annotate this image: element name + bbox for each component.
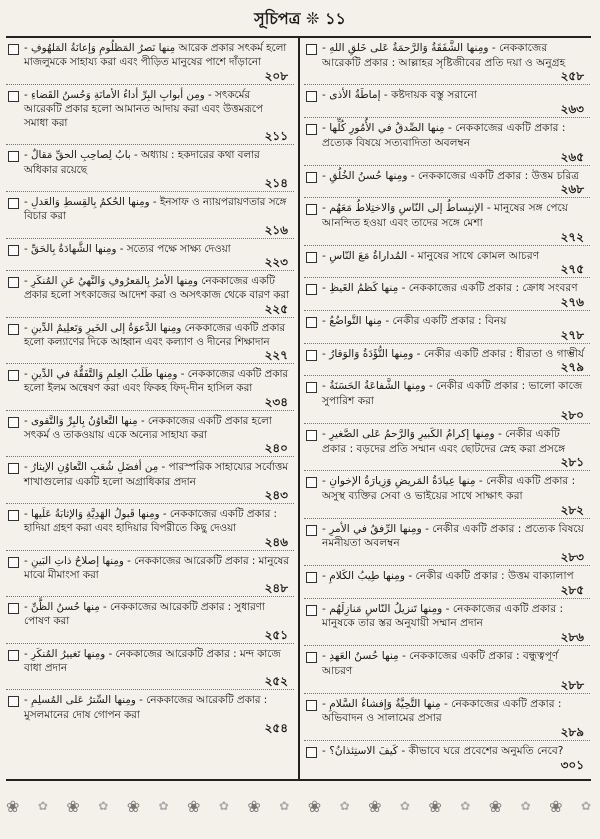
flower-ornament-icon: ❀ [307,796,322,816]
checkbox-icon [8,245,19,256]
toc-entry-title: - ومِن أبوابِ البِرِّ أداءُ الأمانَةِ وَحُسنُ القَضاءِ - সৎকর্মের আরেকটি প্রকার হলো আমানত আদায় করা এবং উত্তমরূপে সমাধা করা [24,88,263,130]
toc-entry[interactable] [6,318,294,365]
toc-page-number: ২৪০ [264,441,288,456]
toc-page-number: ২৭৯ [560,360,584,375]
toc-entry[interactable] [304,471,590,518]
toc-entry-title: - مِنها عِيادَةُ المَريضِ وَزِيارَةُ الإخوانِ - নেকীর একটি প্রকার : অসুস্থ ব্যক্তির সেবা ও ভাইয়ের সাথে সাক্ষাৎ করা [322,475,576,502]
toc-entry[interactable] [304,376,590,423]
toc-entry[interactable] [304,646,590,693]
toc-page-number: ২০৮ [264,68,288,83]
toc-entry-title: - ومِنها حُسنُ الخُلُقِ - নেককাজের একটি প্রকার : উত্তম চরিত্র [322,169,580,182]
toc-page-number: ২২৭ [264,348,288,363]
flower-ornament-icon: ✿ [98,799,109,813]
flower-ornament-icon: ❀ [549,796,563,816]
toc-page-number: ২৫৮ [560,69,584,84]
checkbox-icon [306,350,317,361]
page-title: সূচিপত্র ❊ ১১ [254,9,346,28]
flower-ornament-icon: ✿ [279,799,290,813]
toc-page-number: ২৪৮ [264,581,288,596]
toc-entry[interactable] [6,192,294,239]
flower-ornament-icon: ✿ [460,799,471,813]
checkbox-icon [306,252,317,263]
toc-entry-title: - مِنها التَّحِيَّةُ وَإفشاءُ السَّلامِ - নেককাজের একটি প্রকার : অভিবাদন ও সালামের প্রসার [322,697,562,725]
toc-entry[interactable] [304,599,590,646]
flower-ornament-icon: ❀ [247,796,261,816]
toc-page-number: ২৮৩ [560,550,584,565]
checkbox-icon [306,477,317,488]
checkbox-icon [8,696,19,707]
checkbox-icon [8,198,19,209]
checkbox-icon [8,510,19,521]
floral-footer-border [6,793,591,819]
checkbox-icon [8,603,19,614]
toc-entry-title: - ومِنها تَنزيلُ النّاسِ مَنازِلَهُم - নেককাজের একটি প্রকার : মানুষকে তার স্তর অনুযায়ী সম্মান প্রদান [322,602,564,630]
toc-entry-title: - ومِنها الأمرُ بِالمَعرُوفِ وَالنَّهيُ عَنِ المُنكَرِ নেককাজের একটি প্রকার হলো সৎকাজের আদেশ করা ও অসৎকাজ থেকে বারণ করা [24,274,290,302]
toc-page-number: ২১১ [264,129,288,144]
toc-entry-title: - مِنها حُسنُ الظَّنِّ - নেককাজের আরেকটি প্রকার : সুধারণা পোষণ করা [24,601,265,628]
flower-ornament-icon: ❀ [488,796,503,816]
toc-page-number: ২৬৩ [560,102,584,117]
checkbox-icon [8,557,19,568]
checkbox-icon [306,605,317,616]
checkbox-icon [8,650,19,661]
checkbox-icon [306,700,317,711]
toc-entry[interactable] [304,166,590,199]
checkbox-icon [8,463,19,474]
checkbox-icon [306,44,317,55]
flower-ornament-icon: ❀ [126,796,141,816]
checkbox-icon [306,204,317,215]
toc-page-number: ২৬৫ [560,149,584,164]
toc-page-number: ২৮১ [560,455,584,470]
toc-entry[interactable] [6,145,294,192]
checkbox-icon [306,317,317,328]
column-divider [298,38,300,779]
toc-entry[interactable] [304,38,590,85]
checkbox-icon [306,284,317,295]
toc-entry-title: - كَيفَ الاستِئذانُ؟ - কীভাবে ঘরে প্রবেশের অনুমতি নেবে? [322,744,564,757]
flower-ornament-icon: ✿ [37,799,48,813]
toc-entry-title: - ومِنها طَلَبُ العِلمِ وَالتَّفَقُّهُ في الدِّينِ - নেককাজের একটি প্রকার হলো ইলম অন্বেষণ করা এবং ফিকহ ফিদ্-দীন হাসিল করা [24,368,289,395]
toc-entry[interactable] [304,198,590,245]
toc-entry-title: - مِنها كَظمُ الغَيظِ - নেককাজের একটি প্রকার : ক্রোধ সংবরণ [322,282,578,295]
toc-entry[interactable] [304,424,590,471]
toc-entry-title: - بابُ لِصاحِبِ الحقِّ مَقالٌ - অধ্যায় : হকদারের কথা বলার অধিকার রয়েছে [24,149,260,176]
checkbox-icon [306,382,317,393]
checkbox-icon [306,525,317,536]
toc-entry-title: - مِن أفضَلِ شُعَبِ التَّعاوُنِ الإيثارُ - পারস্পরিক সাহায্যের সর্বোত্তম শাখাগুলোর একটি হলো অগ্রাধিকার প্রদান [24,461,288,488]
toc-entry[interactable] [6,504,294,551]
checkbox-icon [8,151,19,162]
toc-entry[interactable] [6,597,294,644]
toc-entry-title: - ومِنها السِّترُ عَلى المُسلِمِ - নেককাজের আরেকটি প্রকার : মুসলমানের দোষ গোপন করা [24,694,268,721]
toc-page-number: ২৮০ [560,407,584,422]
toc-entry[interactable] [6,239,294,271]
checkbox-icon [306,430,317,441]
checkbox-icon [8,417,19,428]
flower-ornament-icon: ✿ [158,799,169,813]
toc-page-number: ২৫২ [264,674,288,689]
toc-entry[interactable] [304,246,590,279]
toc-entry-title: - المُداراةُ مَعَ النّاسِ - মানুষের সাথে কোমল আচরণ [322,249,540,262]
toc-page-number: ২২৩ [264,254,288,269]
toc-page-number: ২৪৩ [264,487,288,502]
toc-entry[interactable] [6,457,294,504]
toc-page-number: ২১৪ [264,176,288,191]
toc-page-number: ২৩৪ [264,394,288,409]
toc-page-number: ২৫৪ [264,720,288,735]
toc-entry[interactable] [304,85,590,118]
toc-page-number: ২৭৬ [560,295,584,310]
toc-entry-title: - ومِنها التُّؤَدَةُ وَالوَقارُ - নেকীর একটি প্রকার : ধীরতা ও গাম্ভীর্য [322,347,585,360]
checkbox-icon [8,324,19,335]
toc-entry-title: - الإنبِساطُ إلى النّاسِ وَالاختِلاطُ مَعَهُم - মানুষের সঙ্গ পেয়ে আনন্দিত হওয়া এবং তাদের সঙ্গে মেশা [322,202,569,229]
toc-entry-title: - إماطَةُ الأذى - কষ্টদায়ক বস্তু সরানো [322,89,477,102]
toc-entry[interactable] [6,644,294,691]
toc-page-number: ২২৫ [264,301,288,316]
toc-entry-title: - مِنها الصِّدقُ في الأُمُورِ كُلِّها - নেককাজের একটি প্রকার : প্রত্যেক বিষয়ে সত্যবাদিতা অবলম্বন [322,122,566,149]
toc-entry[interactable] [304,118,590,165]
toc-entry[interactable] [304,741,590,773]
toc-page-number: ২৮৯ [560,724,584,739]
toc-entry[interactable] [304,278,590,311]
toc-entry-title: - مِنها التَّواضُعُ - নেকীর একটি প্রকার : বিনয় [322,315,507,328]
checkbox-icon [306,172,317,183]
toc-entry-title: - ومِنها قَبولُ الهَدِيَّةِ وَالإثابَةُ عَلَيها - নেককাজের একটি প্রকার : হাদিয়া গ্রহণ করা এবং হাদিয়ার বিপরীতে কিছু দেওয়া [24,507,277,535]
toc-page-number: ২৬৮ [560,182,584,197]
checkbox-icon [306,747,317,758]
checkbox-icon [306,572,317,583]
checkbox-icon [306,652,317,663]
toc-entry[interactable] [6,551,294,598]
flower-ornament-icon: ❀ [368,796,382,816]
toc-entry[interactable] [304,519,590,566]
toc-entry[interactable] [304,311,590,344]
flower-ornament-icon: ❀ [187,796,201,816]
toc-page-number: ২৫১ [264,627,288,642]
toc-entry[interactable] [304,344,590,377]
toc-right-column [304,38,590,773]
toc-entry[interactable] [304,694,590,741]
page-header [0,4,600,34]
toc-entry-title: - ومِنها تَغييرُ المُنكَرِ - নেককাজের আরেকটি প্রকার : মন্দ কাজে বাধা প্রদান [24,647,281,675]
toc-entry[interactable] [6,411,294,458]
flower-ornament-icon: ✿ [399,799,410,813]
toc-frame [6,36,591,781]
checkbox-icon [8,277,19,288]
toc-page-number: ২৭৮ [560,327,584,342]
flower-ornament-icon: ✿ [520,799,531,813]
toc-entry-title: - ومِنها الشَّفَقَةُ وَالرَّحمَةُ عَلى خَلقِ اللهِ - নেককাজের আরেকটি প্রকার : আল্লাহর সৃষ্টিজীবের প্রতি দয়া ও অনুগ্রহ [322,42,566,69]
toc-entry[interactable] [304,566,590,599]
flower-ornament-icon: ✿ [339,799,350,813]
toc-entry-title: - ومِنها الرِّفقُ في الأمرِ - নেকীর একটি প্রকার : প্রত্যেক বিষয়ে নমনীয়তা অবলম্বন [322,522,584,550]
toc-page-number: ২৭২ [560,229,584,244]
toc-entry[interactable] [6,690,294,736]
checkbox-icon [8,91,19,102]
toc-entry-title: - ومِنها طِيبُ الكَلامِ - নেকীর একটি প্রকার : উত্তম বাক্যালাপ [322,570,574,583]
flower-ornament-icon: ✿ [580,799,591,813]
toc-page-number: ৩০১ [560,757,584,772]
checkbox-icon [306,124,317,135]
flower-ornament-icon: ✿ [218,799,229,813]
flower-ornament-icon: ❀ [428,796,442,816]
flower-ornament-icon: ❀ [66,796,80,816]
toc-entry-title: - ومِنها الحُكمُ بِالقِسطِ وَالعَدلِ - ইনসাফ ও ন্যায়পরায়ণতার সঙ্গে বিচার করা [24,196,287,223]
checkbox-icon [8,44,19,55]
toc-entry-title: - مِنها نَصرُ المَظلُومِ وَإعانَةُ المَلهُوفِ আরেক প্রকার সৎকর্ম হলো মাজলুমকে সাহায্য করা এবং পীড়িত মানুষের পাশে দাঁড়ানো [24,42,287,69]
checkbox-icon [306,91,317,102]
toc-page-number: ২৪৬ [264,534,288,549]
toc-entry-title: - ومِنها إصلاحُ ذاتِ البَينِ - নেককাজের আরেকটি প্রকার : মানুষের মাঝে মীমাংসা করা [24,554,289,581]
toc-entry[interactable] [6,38,294,85]
toc-entry-title: - مِنها حُسنُ العَهدِ - নেককাজের একটি প্রকার : বন্ধুত্বপূর্ণ আচরণ [322,650,559,677]
toc-entry[interactable] [6,85,294,146]
toc-left-column [6,38,294,736]
toc-entry-title: - ومِنها الدَّعوَةُ إلى الخَيرِ وَتَعلِيمُ الدِّينِ নেককাজের একটি প্রকার হলো কল্যাণের দিকে আহ্বান এবং কল্যাণ ও দীনের শিক্ষাদান [24,321,286,348]
toc-entry-title: - ومِنها إكرامُ الكَبيرِ وَالرَّحمُ عَلى الصَّغيرِ - নেকীর একটি প্রকার : বড়দের প্রতি সম্মান এবং ছোটদের স্নেহ করা প্রসঙ্গে [322,427,566,455]
toc-page-number: ২১৬ [264,222,288,237]
toc-page-number: ২৮৫ [560,582,584,597]
toc-page-number: ২৭৫ [560,262,584,277]
toc-entry[interactable] [6,364,294,411]
toc-entry-title: - ومِنها الشَّهادَةُ بِالحَقِّ - সত্যের পক্ষে সাক্ষ্য দেওয়া [24,242,231,255]
toc-entry-title: - مِنها التَّعاوُنُ بِالبِرِّ وَالتَّقوى - নেককাজের একটি প্রকার হলো সৎকর্ম ও তাকওয়ায় একে অন্যের সাহায্য করা [24,414,272,442]
toc-entry[interactable] [6,271,294,318]
flower-ornament-icon: ❀ [6,796,20,816]
checkbox-icon [8,370,19,381]
toc-page-number: ২৮২ [560,502,584,517]
toc-entry-title: - ومِنها الشَّفاعَةُ الحَسَنَةُ - নেকীর একটি প্রকার : ভালো কাজে সুপারিশ করা [322,380,583,408]
toc-page-number: ২৮৮ [560,677,584,692]
toc-page-number: ২৮৬ [560,630,584,645]
